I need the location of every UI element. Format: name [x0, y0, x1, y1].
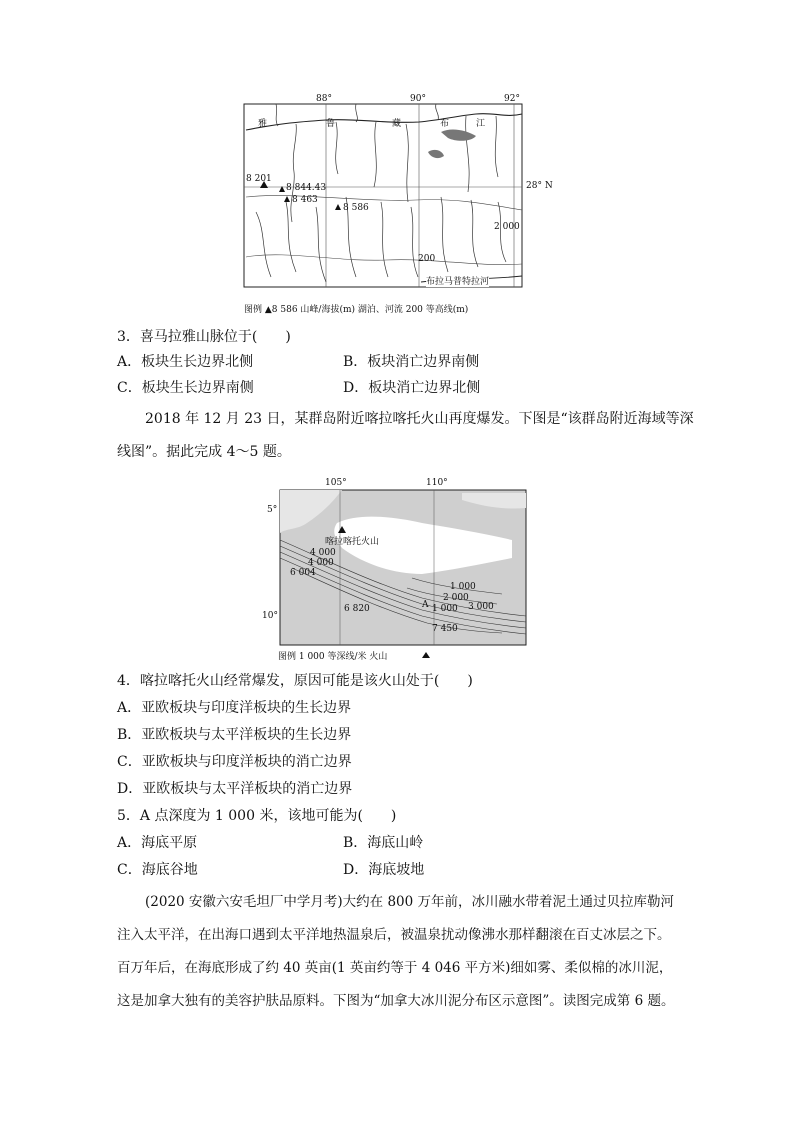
depth-label: 4 000	[308, 558, 334, 568]
q5-option-c: C．海底谷地	[117, 862, 198, 878]
q3-option-c: C．板块生长边界南侧	[117, 380, 254, 396]
q4-option-c: C．亚欧板块与印度洋板块的消亡边界	[117, 754, 352, 770]
q4-option-a: A．亚欧板块与印度洋板块的生长边界	[117, 700, 352, 716]
depth-label: 7 450	[432, 624, 458, 634]
q4-option-d: D．亚欧板块与太平洋板块的消亡边界	[117, 781, 353, 797]
intro6-line4: 这是加拿大独有的美容护肤品原料。下图为“加拿大冰川泥分布区示意图”。读图完成第 6 题。	[117, 993, 675, 1009]
q5-option-a: A．海底平原	[117, 835, 198, 851]
river-char: 布	[440, 119, 450, 129]
depth-label: 6 820	[344, 604, 370, 614]
map2-legend: 图例 1 000 等深线/米 火山	[278, 652, 388, 662]
intro6-line2: 注入太平洋，在出海口遇到太平洋地热温泉后，被温泉扰动像沸水那样翻滚在百丈冰层之下。	[117, 927, 671, 943]
depth-label: 3 000	[468, 602, 494, 612]
intro45-line1: 2018 年 12 月 23 日，某群岛附近喀拉喀托火山再度爆发。下图是“该群岛附近海域等深	[145, 411, 694, 427]
river-char: 鲁	[326, 119, 336, 129]
depth-label: 6 004	[290, 568, 316, 578]
q4-option-b: B．亚欧板块与太平洋板块的生长边界	[117, 727, 352, 743]
contour-label: 2 000	[494, 222, 520, 232]
lon-label-105: 105°	[325, 478, 347, 488]
contour-label: 200	[418, 254, 436, 264]
q5-option-d: D．海底坡地	[343, 862, 425, 878]
depth-label: 1 000	[432, 604, 458, 614]
q3-option-d: D．板块消亡边界北侧	[343, 380, 481, 396]
q3-option-a: A．板块生长边界北侧	[117, 354, 254, 370]
peak-label: 8 201	[246, 174, 272, 184]
point-a-label: A	[422, 600, 429, 610]
river-char: 藏	[392, 119, 402, 129]
lon-label-88: 88°	[316, 94, 332, 104]
depth-label: 4 000	[310, 548, 336, 558]
himalaya-contour-map	[236, 92, 556, 320]
map1-legend: 图例 ▲8 586 山峰/海拔(m) 湖泊、河流 200 等高线(m)	[244, 305, 469, 315]
river-char: 雅	[258, 119, 268, 129]
peak-label: 8 463	[292, 195, 318, 205]
lat-label-28: 28° N	[526, 181, 553, 191]
depth-label: 1 000	[450, 582, 476, 592]
q3-option-b: B．板块消亡边界南侧	[343, 354, 480, 370]
peak-label: 8 586	[343, 203, 369, 213]
q3-stem: 3．喜马拉雅山脉位于( )	[117, 329, 291, 345]
q5-stem: 5．A 点深度为 1 000 米，该地可能为( )	[117, 808, 397, 824]
q4-stem: 4．喀拉喀托火山经常爆发，原因可能是该火山处于( )	[117, 673, 473, 689]
bathymetry-map	[262, 478, 542, 663]
lat-label-10: 10°	[262, 611, 278, 621]
lon-label-92: 92°	[504, 94, 520, 104]
river-char: 江	[476, 119, 486, 129]
lon-label-90: 90°	[410, 94, 426, 104]
depth-label: 2 000	[443, 593, 469, 603]
intro6-line3: 百万年后，在海底形成了约 40 英亩(1 英亩约等于 4 046 平方米)细如雾、柔似棉的冰川泥，	[117, 960, 673, 976]
lat-label-5: 5°	[267, 505, 278, 515]
intro6-line1: (2020 安徽六安毛坦厂中学月考)大约在 800 万年前，冰川融水带着泥土通过贝拉库勒河	[145, 894, 675, 910]
river-bottom-label: 布拉马普特拉河	[426, 274, 489, 287]
intro45-line2: 线图”。据此完成 4～5 题。	[117, 444, 291, 460]
peak-label: 8 844.43	[286, 183, 327, 193]
intro-paragraph-4-5	[117, 403, 694, 469]
volcano-label: 喀拉喀托火山	[325, 537, 380, 547]
intro-paragraph-6	[117, 886, 687, 1018]
q5-option-b: B．海底山岭	[343, 835, 424, 851]
lon-label-110: 110°	[426, 478, 448, 488]
